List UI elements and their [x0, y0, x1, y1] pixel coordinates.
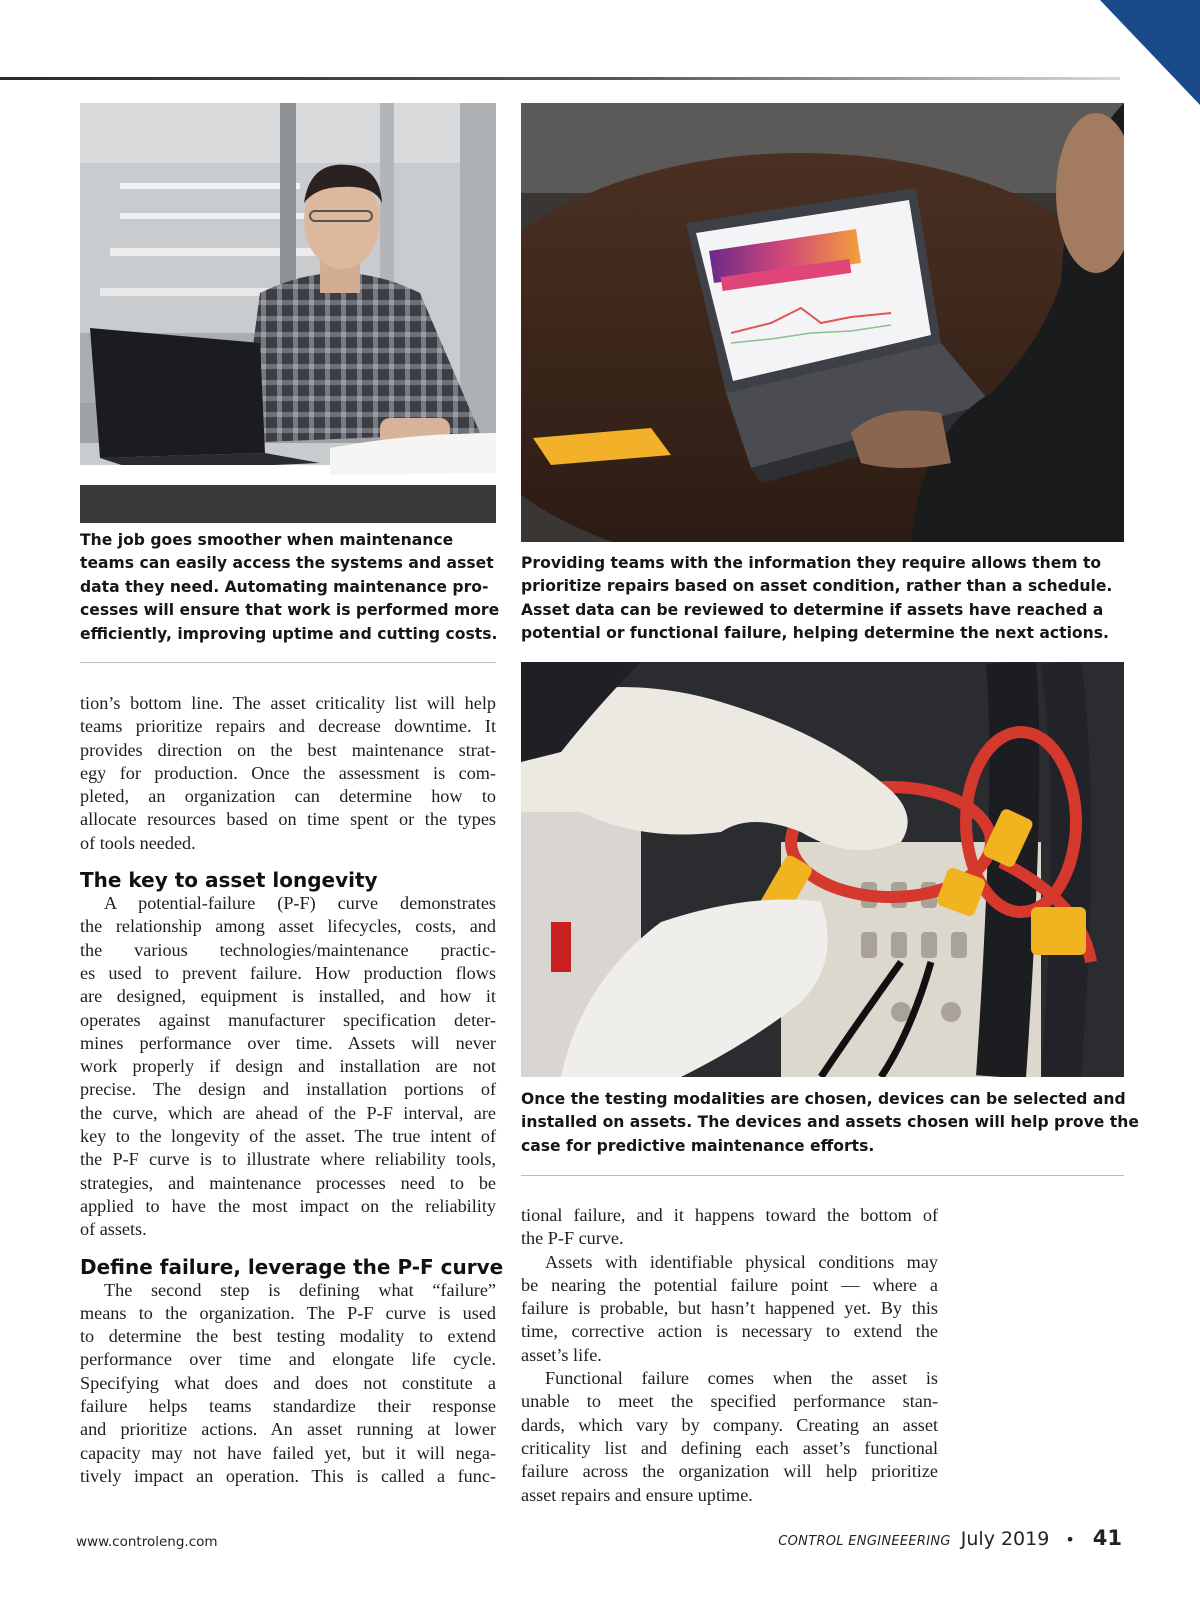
divider-right: [521, 1175, 1124, 1176]
body-line: failure across the organization will help prioritize: [521, 1461, 938, 1482]
body-line: dards, which vary by company. Creating an asset: [521, 1414, 938, 1435]
caption-line: potential or functional failure, helping determine the next actions.: [521, 624, 1109, 643]
body-line: Assets with identifiable physical conditions may: [545, 1251, 938, 1272]
body-line: operates against manufacturer specification deter-: [80, 1009, 496, 1030]
body-line: of tools needed.: [80, 832, 196, 853]
body-line: failure helps teams standardize their response: [80, 1396, 496, 1417]
body-column-left: [80, 692, 504, 1488]
body-line: mines performance over time. Assets will never: [80, 1032, 496, 1053]
magazine-name: CONTROL ENGINEEERING: [778, 1534, 951, 1549]
body-line: provides direction on the best maintenance strat-: [80, 739, 496, 760]
body-line: the relationship among asset lifecycles, costs, and: [80, 916, 496, 937]
body-line: capacity may not have failed yet, but it will nega-: [80, 1442, 496, 1463]
body-line: allocate resources based on time spent or the types: [80, 809, 496, 830]
body-line: be nearing the potential failure point — where a: [521, 1274, 938, 1295]
body-line: precise. The design and installation portions of: [80, 1079, 496, 1100]
body-line: the P-F curve is to illustrate where reliability tools,: [80, 1149, 496, 1170]
caption-line: efficiently, improving uptime and cutting costs.: [80, 624, 498, 643]
body-line: strategies, and maintenance processes need to be: [80, 1172, 496, 1193]
body-line: and prioritize actions. An asset running at lower: [80, 1419, 496, 1440]
body-line: es used to prevent failure. How production flows: [80, 962, 496, 983]
body-line: unable to meet the specified performance stan-: [521, 1391, 938, 1412]
caption-engineer-laptop: [80, 529, 499, 646]
caption-line: The job goes smoother when maintenance: [80, 531, 454, 549]
body-line: applied to have the most impact on the reliability: [80, 1195, 496, 1216]
caption-line: installed on assets. The devices and assets chosen will help prove the: [521, 1113, 1139, 1132]
body-line: criticality list and defining each asset’s functional: [521, 1437, 938, 1458]
separator-bullet: •: [1065, 1530, 1075, 1549]
section-heading: Define failure, leverage the P-F curve: [80, 1254, 504, 1279]
body-line: teams prioritize repairs and decrease downtime. It: [80, 716, 496, 737]
body-line: are designed, equipment is installed, and how it: [80, 986, 496, 1007]
body-line: means to the organization. The P-F curve is used: [80, 1302, 496, 1323]
divider-left: [80, 662, 496, 663]
body-line: to determine the best testing modality to extend: [80, 1326, 496, 1347]
body-line: the P-F curve.: [521, 1228, 624, 1249]
body-line: asset repairs and ensure uptime.: [521, 1484, 753, 1505]
caption-line: prioritize repairs based on asset condition, rather than a schedule.: [521, 577, 1113, 596]
body-line: Functional failure comes when the asset is: [545, 1368, 938, 1389]
body-line: work properly if design and installation are not: [80, 1056, 496, 1077]
body-line: pleted, an organization can determine how to: [80, 786, 496, 807]
top-rule: [0, 77, 1120, 80]
page-number: 41: [1092, 1526, 1122, 1550]
photo-current-probes: [521, 662, 1124, 1077]
body-line: tively impact an operation. This is called a func-: [80, 1465, 496, 1486]
issue-date: July 2019: [960, 1528, 1050, 1550]
body-line: of assets.: [80, 1219, 147, 1240]
caption-current-probes: [521, 1088, 1139, 1158]
caption-line: Asset data can be reviewed to determine if assets have reached a: [521, 600, 1104, 619]
body-line: tion’s bottom line. The asset criticality list will help: [80, 693, 496, 713]
caption-thermal-dashboard: [521, 552, 1112, 646]
photo-thermal-dashboard: [521, 103, 1124, 542]
body-line: Specifying what does and does not constitute a: [80, 1372, 496, 1393]
caption-line: Providing teams with the information they require allows them to: [521, 554, 1102, 572]
caption-line: cesses will ensure that work is performed more: [80, 601, 500, 620]
caption-line: teams can easily access the systems and asset: [80, 554, 494, 573]
body-line: the various technologies/maintenance practic-: [80, 939, 496, 960]
body-line: asset’s life.: [521, 1344, 602, 1365]
body-line: tional failure, and it happens toward the bottom of: [521, 1205, 938, 1225]
body-column-right: [521, 1204, 938, 1507]
section-heading: The key to asset longevity: [80, 868, 378, 893]
body-line: failure is probable, but hasn’t happened yet. By this: [521, 1298, 938, 1319]
body-line: the curve, which are ahead of the P-F interval, are: [80, 1102, 496, 1123]
body-line: egy for production. Once the assessment is com-: [80, 762, 496, 783]
footer-folio: [778, 1526, 1122, 1550]
corner-triangle: [1070, 0, 1200, 105]
body-line: key to the longevity of the asset. The true intent of: [80, 1126, 496, 1147]
body-line: The second step is defining what “failure”: [104, 1279, 496, 1300]
caption-line: case for predictive maintenance efforts.: [521, 1136, 875, 1155]
photo-engineer-laptop: [80, 103, 496, 523]
footer-url[interactable]: www.controleng.com: [76, 1534, 218, 1550]
caption-line: data they need. Automating maintenance pro-: [80, 577, 489, 596]
caption-line: Once the testing modalities are chosen, devices can be selected and: [521, 1090, 1126, 1108]
body-line: time, corrective action is necessary to extend the: [521, 1321, 938, 1342]
body-line: A potential-failure (P-F) curve demonstrates: [104, 893, 496, 914]
body-line: performance over time and elongate life cycle.: [80, 1349, 496, 1370]
